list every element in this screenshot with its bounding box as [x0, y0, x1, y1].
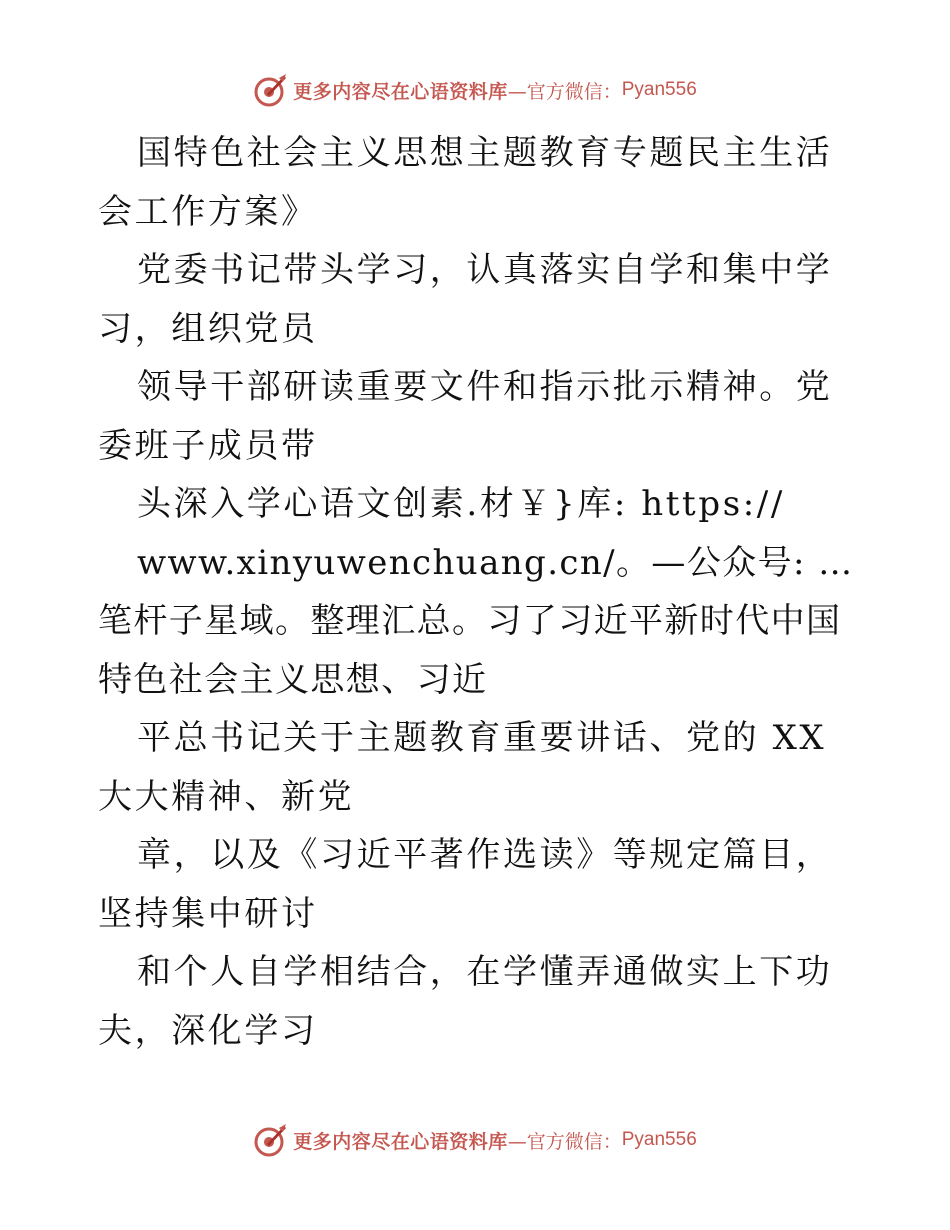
banner-wechat-label: —官方微信：	[507, 80, 622, 103]
paragraph: 领导干部研读重要文件和指示批示精神。党委班子成员带	[98, 367, 833, 466]
paragraph-url: www.xinyuwenchuang.cn/。—公众号: …笔杆子星域。整理汇总。习了习近平新时代中国特色社会主义思想、习近	[98, 542, 854, 700]
footer-watermark-banner	[0, 1120, 950, 1160]
paragraph: 国特色社会主义思想主题教育专题民主生活会工作方案》	[98, 133, 833, 232]
header-watermark-banner	[0, 70, 950, 110]
paragraph: 头深入学心语文创素.材￥}库: https://	[137, 484, 785, 524]
banner-wechat-id: Pyan556	[621, 1129, 697, 1150]
banner-lead-text: 更多内容尽在心语资料库	[293, 80, 508, 103]
banner-wechat-id: Pyan556	[621, 79, 697, 100]
quill-logo-icon	[253, 72, 289, 108]
quill-logo-icon	[253, 1122, 289, 1158]
banner-lead-text: 更多内容尽在心语资料库	[293, 1130, 508, 1153]
banner-wechat-label: —官方微信：	[507, 1130, 622, 1153]
paragraph: 平总书记关于主题教育重要讲话、党的 XX 大大精神、新党	[98, 718, 827, 817]
paragraph: 章，以及《习近平著作选读》等规定篇目，坚持集中研讨	[98, 835, 833, 934]
document-body	[98, 124, 858, 1060]
paragraph: 和个人自学相结合，在学懂弄通做实上下功夫，深化学习	[98, 952, 833, 1051]
paragraph: 党委书记带头学习，认真落实自学和集中学习，组织党员	[98, 250, 833, 349]
